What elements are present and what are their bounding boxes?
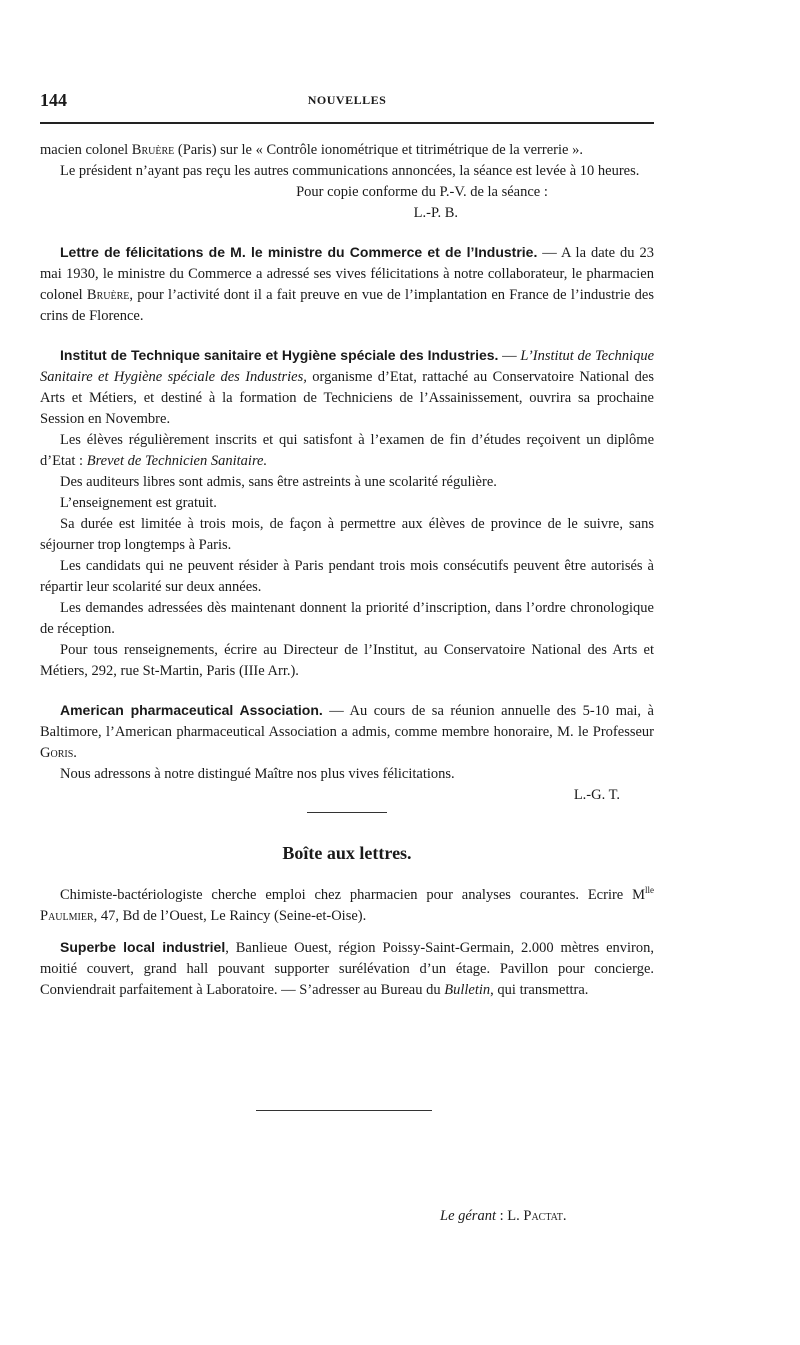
gerant-name: Pactat. [523, 1208, 567, 1224]
boite-heading: Boîte aux lettres. [282, 843, 412, 863]
institut-heading: Institut de Technique sanitaire et Hygiène spéciale des Industries. [60, 347, 499, 363]
institut-paragraph-7: Les demandes adressées dès maintenant donnent la priorité d’inscription, dans l’ordre chronologique de réception. [40, 600, 654, 637]
institut-paragraph-6: Les candidats qui ne peuvent résider à Paris pendant trois mois consécutifs peuvent être autorisés à répartir leur scolarité sur deux années. [40, 558, 654, 595]
running-title: NOUVELLES [307, 93, 387, 107]
institut-paragraph-3: Des auditeurs libres sont admis, sans être astreints à une scolarité régulière. [60, 474, 497, 490]
copy-signature: L.-P. B. [413, 205, 458, 221]
institut-paragraph-2: Les élèves régulièrement inscrits et qui satisfont à l’examen de fin d’études reçoivent un diplôme d’Etat : Brevet de Technicien Sanitaire. [40, 432, 654, 469]
page-header [40, 90, 654, 110]
closing-paragraph: Le président n’ayant pas reçu les autres communications annoncées, la séance est levée à 10 heures. [60, 163, 640, 179]
ad-local: Superbe local industriel, Banlieue Ouest, région Poissy-Saint-Germain, 2.000 mètres environ, moitié couvert, grand hall pouvant supporter surélévation d’un étage. Pavillon pour concierge. Conviendrait parfaitement à Laboratoire. — S’adresser au Bureau du Bulletin, qui transmettra. [40, 938, 654, 998]
american-name: Goris [40, 745, 74, 761]
ad-contact-name: Paulmier [40, 907, 94, 924]
bulletin-name: Bulletin [444, 981, 491, 998]
lettre-heading: Lettre de félicitations de M. le ministre du Commerce et de l’Industrie. [60, 244, 538, 260]
continuation-paragraph: macien colonel Bruère (Paris) sur le « Contrôle ionométrique et titrimétrique de la verrerie ». [40, 142, 583, 158]
lettre-paragraph: Lettre de félicitations de M. le ministre du Commerce et de l’Industrie. — A la date du 23 mai 1930, le ministre du Commerce a adressé ses vives félicitations à notre collaborateur, le pharmacien colonel Bruère, pour l’activité dont il a fait preuve en vue de l’implantation en France de l’industrie des crins de Florence. [40, 244, 655, 324]
institut-paragraph-1: Institut de Technique sanitaire et Hygiène spéciale des Industries. — L’Institut de Technique Sanitaire et Hygiène spéciale des Industries, organisme d’Etat, rattaché au Conservatoire National des Arts et Métiers, et destiné à la formation de Techniciens de l’Assainissement, ouvrira sa prochaine Session en Novembre. [40, 347, 655, 427]
gerant-line: Le gérant : L. Pactat. [440, 1208, 567, 1224]
bottom-rule [256, 1110, 432, 1111]
gerant-label: Le gérant [440, 1208, 496, 1224]
institut-paragraph-5: Sa durée est limitée à trois mois, de façon à permettre aux élèves de province de le suivre, sans séjourner trop longtemps à Paris. [40, 516, 654, 553]
american-signature: L.-G. T. [573, 787, 620, 803]
institut-paragraph-4: L’enseignement est gratuit. [60, 495, 217, 511]
institut-paragraph-8: Pour tous renseignements, écrire au Directeur de l’Institut, au Conservatoire National des Arts et Métiers, 292, rue St-Martin, Paris (IIIe Arr.). [40, 642, 654, 679]
page-body [40, 140, 654, 1001]
ad-local-heading: Superbe local industriel [60, 938, 226, 955]
diploma-name: Brevet de Technicien Sanitaire. [86, 453, 268, 469]
american-paragraph-1: American pharmaceutical Association. — Au cours de sa réunion annuelle des 5-10 mai, à Baltimore, l’American pharmaceutical Association a admis, comme membre honoraire, M. le Professeur Goris. [40, 702, 654, 761]
institut-italic-name: L’Institut de Technique Sanitaire et Hygiène spéciale des Industries, [40, 348, 655, 385]
american-paragraph-2: Nous adressons à notre distingué Maître nos plus vives félicitations. [60, 766, 455, 782]
american-heading: American pharmaceutical Association. [60, 702, 323, 718]
author-name: Bruère [131, 142, 175, 158]
header-rule [40, 122, 654, 124]
lettre-name: Bruère [86, 287, 130, 303]
section-divider [307, 812, 387, 813]
page-number: 144 [40, 90, 67, 110]
copy-statement: Pour copie conforme du P.-V. de la séance : [296, 184, 548, 200]
ad-chimiste: Chimiste-bactériologiste cherche emploi chez pharmacien pour analyses courantes. Ecrire $M^{lle}$ Paulmier, 47, Bd de l’Ouest, Le Raincy (Seine-et-Oise). [40, 885, 654, 924]
